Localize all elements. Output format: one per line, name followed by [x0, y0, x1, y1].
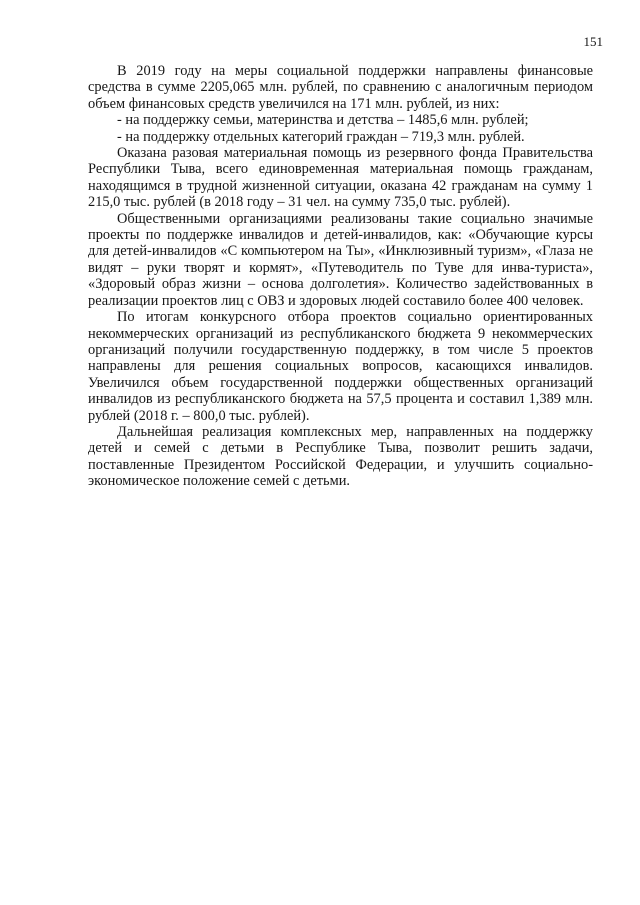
paragraph-ngo-support: По итогам конкурсного отбора проектов социально ориентированных некоммерческих организаций из республиканского бюджета 9 некоммерческих организаций получили государственную поддержку, в том числе 5 проектов направлены для решения социальных вопросов, касающихся инвалидов. Увеличился объем государственной поддержки общественных организаций инвалидов из республиканского бюджета на 57,5 процента и составил 1,389 млн. рублей (2018 г. – 800,0 тыс. рублей).: [88, 309, 593, 424]
paragraph-conclusion: Дальнейшая реализация комплексных мер, направленных на поддержку детей и семей с детьми в Республике Тыва, позволит решить задачи, поставленные Президентом Российской Федерации, и улучшить социально-экономическое положение семей с детьми.: [88, 423, 593, 490]
list-item-family-support: - на поддержку семьи, материнства и детства – 1485,6 млн. рублей;: [117, 112, 529, 129]
page-number: 151: [583, 34, 603, 49]
list-item-citizen-categories: - на поддержку отдельных категорий граждан – 719,3 млн. рублей.: [117, 128, 525, 145]
paragraph-public-projects: Общественными организациями реализованы такие социально значимые проекты по поддержке инвалидов и детей-инвалидов, как: «Обучающие курсы для детей-инвалидов «С компьютером на Ты», «Инклюзивный туризм», «Глаза не видят – руки творят и кормят», «Путеводитель по Туве для инва-туриста», «Здоровый образ жизни – основа долголетия». Количество задействованных в реализации проектов лиц с ОВЗ и здоровых людей составило более 400 человек.: [88, 210, 593, 309]
paragraph-funding-total: В 2019 году на меры социальной поддержки направлены финансовые средства в сумме 2205,065 млн. рублей, по сравнению с аналогичным периодом объем финансовых средств увеличился на 171 млн. рублей, из них:: [88, 63, 593, 112]
document-body: [88, 63, 593, 490]
paragraph-material-aid: Оказана разовая материальная помощь из резервного фонда Правительства Республики Тыва, всего единовременная материальная помощь гражданам, находящимся в трудной жизненной ситуации, оказана 42 гражданам на сумму 1 215,0 тыс. рублей (в 2018 году – 31 чел. на сумму 735,0 тыс. рублей).: [88, 145, 593, 211]
